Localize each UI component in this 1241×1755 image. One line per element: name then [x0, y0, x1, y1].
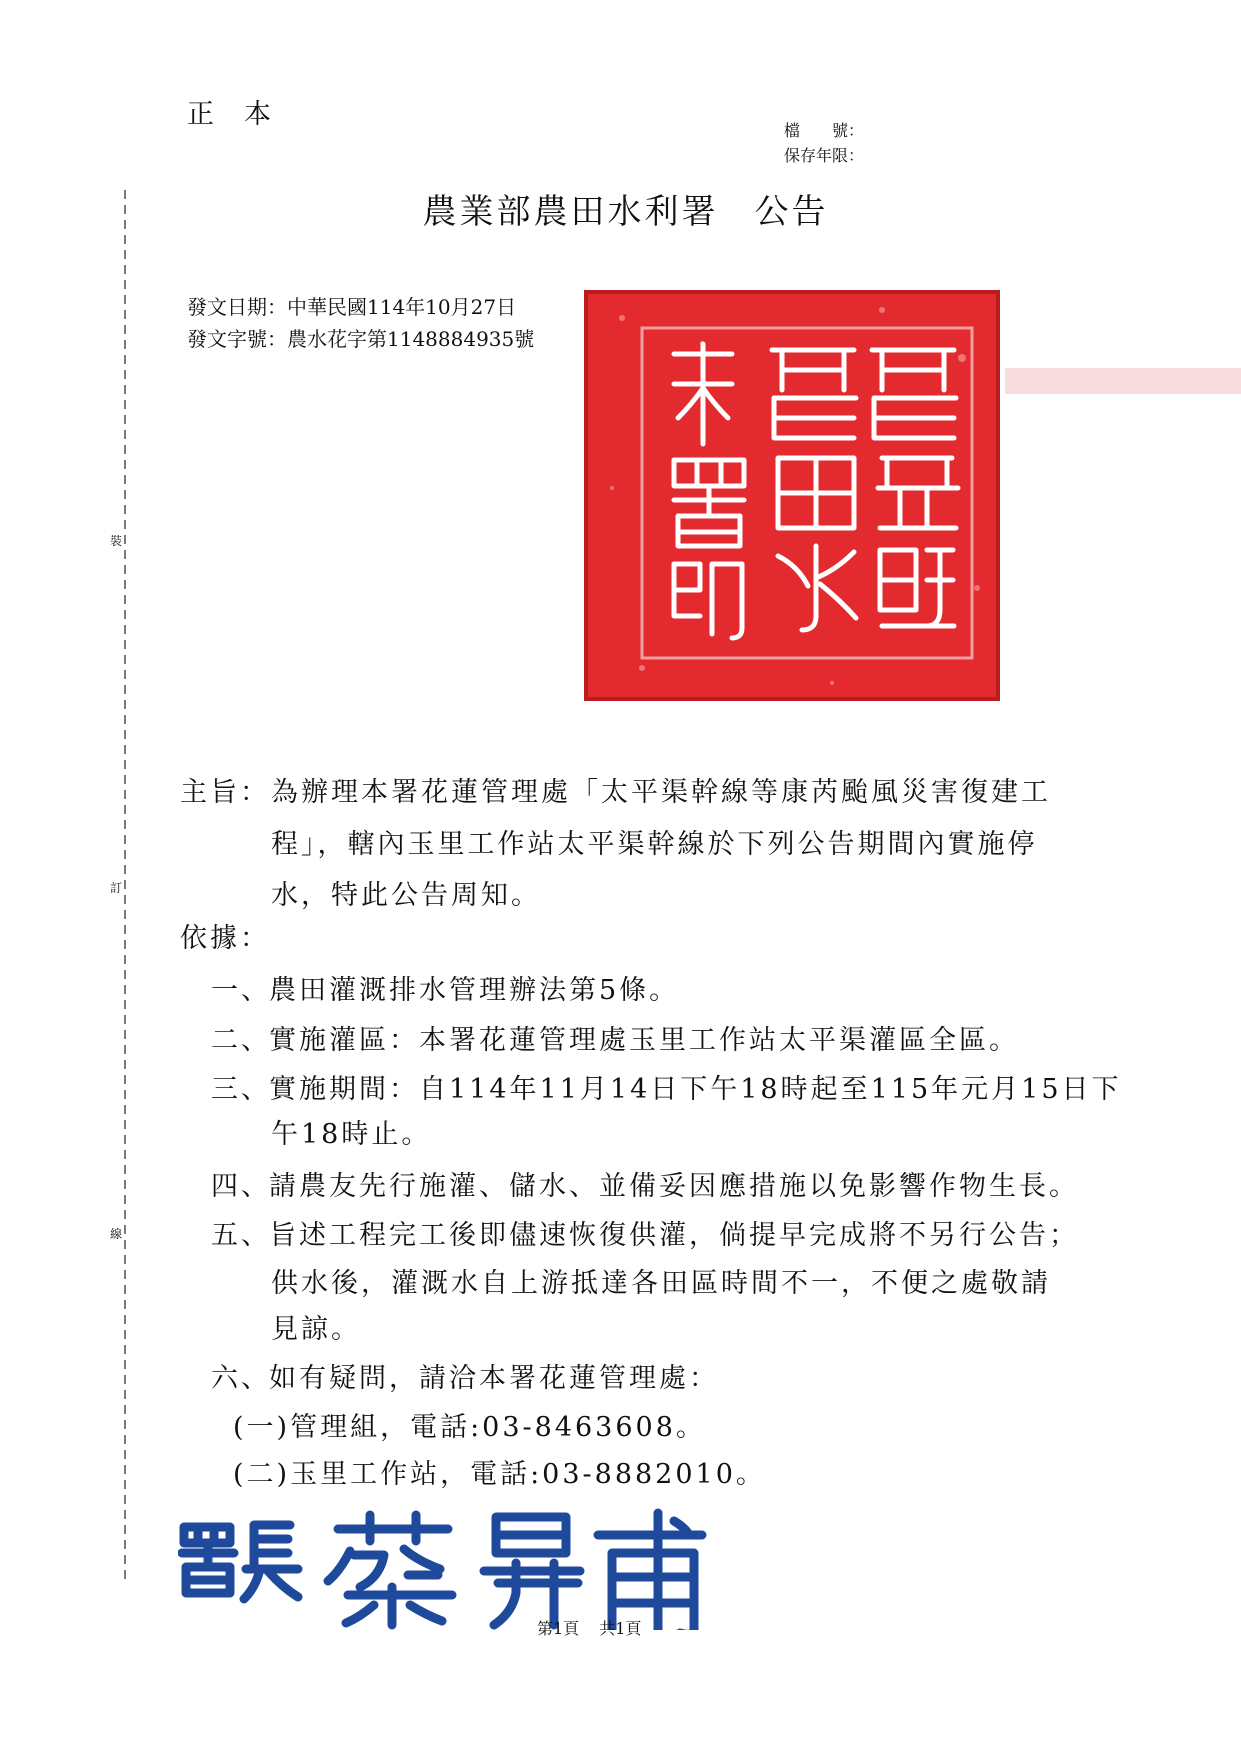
issue-info	[187, 291, 534, 355]
item-text: 旨述工程完工後即儘速恢復供灌，倘提早完成將不另行公告；	[269, 1220, 1079, 1251]
item-number: 四、	[211, 1171, 271, 1202]
basis-item-6	[211, 1356, 719, 1395]
item-text: 請農友先行施灌、儲水、並備妥因應措施以免影響作物生長。	[269, 1171, 1079, 1202]
issue-date: 發文日期：中華民國114年10月27日	[187, 295, 517, 319]
file-number-label: 檔 號：	[784, 121, 865, 140]
contact-line: (二)玉里工作站，電話:03-8882010。	[233, 1459, 766, 1490]
subject-line: 水，特此公告周知。	[271, 880, 541, 911]
basis-item-3	[211, 1067, 1122, 1106]
binding-mark-bind: 裝	[110, 530, 122, 551]
subject-label: 主旨：	[180, 777, 270, 808]
official-seal	[582, 288, 1002, 703]
retention-period-label: 保存年限：	[784, 146, 865, 165]
item-number: 二、	[211, 1025, 271, 1056]
item-text: 農田灌溉排水管理辦法第5條。	[269, 975, 680, 1006]
document-type: 公告	[754, 192, 829, 232]
contact-line: (一)管理組，電話:03-8463608。	[233, 1412, 706, 1443]
issue-number: 發文字號：農水花字第1148884935號	[187, 327, 535, 351]
item-text: 如有疑問，請洽本署花蓮管理處：	[269, 1363, 719, 1394]
file-meta	[784, 118, 864, 168]
document-title	[0, 184, 1241, 233]
basis-item-2	[211, 1018, 1019, 1057]
page-total: 共1頁	[599, 1619, 642, 1638]
copy-label: 正本	[187, 99, 301, 130]
binding-mark-line: 線	[110, 1223, 122, 1244]
item-number: 五、	[211, 1220, 271, 1251]
page-number: 第1頁	[537, 1619, 580, 1638]
item-text: 實施灌區：本署花蓮管理處玉里工作站太平渠灌區全區。	[269, 1025, 1019, 1056]
seal-imprint-ghost	[1005, 362, 1241, 402]
basis-item-5	[211, 1213, 1079, 1252]
item-number: 六、	[211, 1363, 271, 1394]
item-number: 一、	[211, 975, 271, 1006]
subject-line: 為辦理本署花蓮管理處「太平渠幹線等康芮颱風災害復建工	[271, 777, 1051, 808]
agency-name: 農業部農田水利署	[422, 192, 719, 232]
item-text-continued: 供水後，灌溉水自上游抵達各田區時間不一，不便之處敬請	[271, 1268, 1051, 1299]
basis-item-1	[211, 968, 679, 1007]
director-signature-stamp	[178, 1505, 718, 1630]
binding-mark-staple: 訂	[110, 877, 122, 898]
subject-line: 程」，轄內玉里工作站太平渠幹線於下列公告期間內實施停	[271, 829, 1038, 860]
item-text-continued: 午18時止。	[271, 1119, 432, 1150]
basis-label: 依據：	[180, 923, 270, 954]
page-footer	[537, 1616, 641, 1639]
item-text: 實施期間：自114年11月14日下午18時起至115年元月15日下	[269, 1074, 1122, 1105]
item-text-continued: 見諒。	[271, 1314, 361, 1345]
item-number: 三、	[211, 1074, 271, 1105]
basis-item-4	[211, 1164, 1079, 1203]
